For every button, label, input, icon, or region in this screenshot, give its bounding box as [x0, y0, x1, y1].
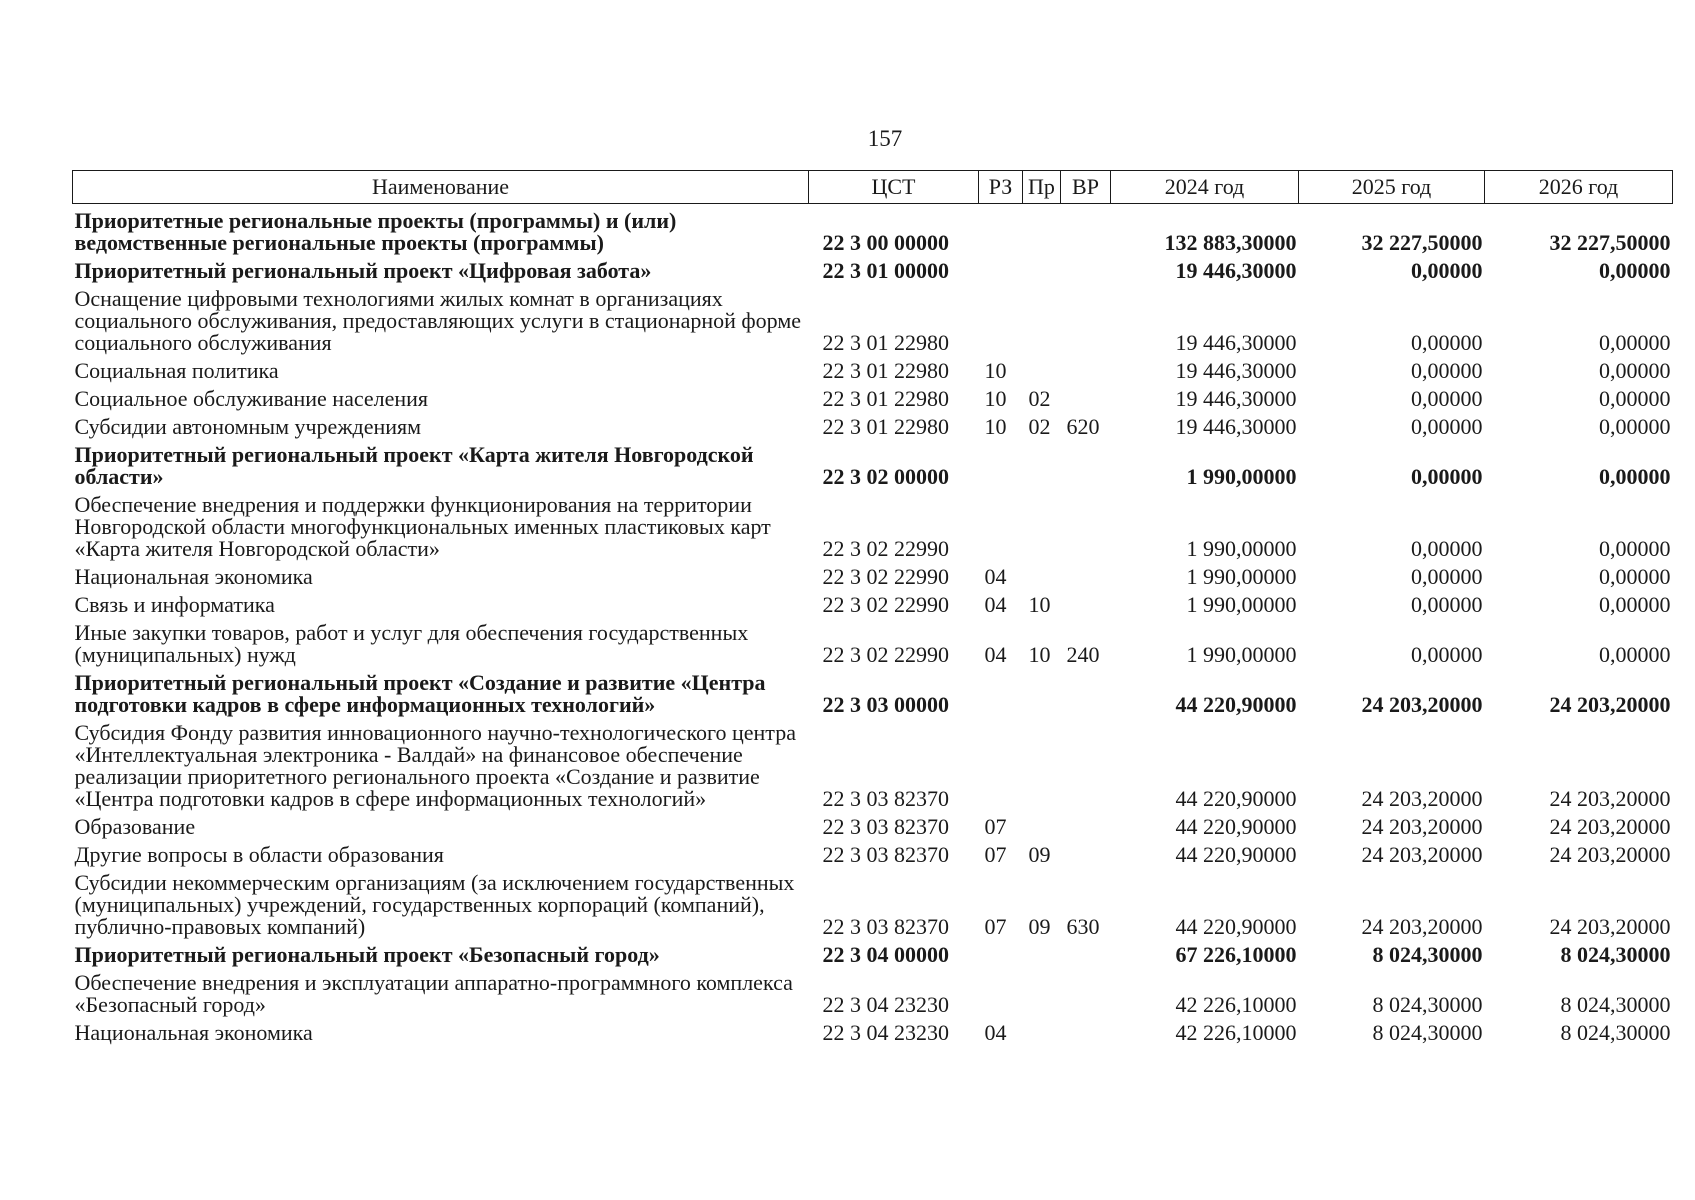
row-amount-2025: 0,00000 — [1411, 536, 1483, 561]
row-amount-2026: 0,00000 — [1599, 464, 1671, 489]
header-year-2025: 2025 год — [1299, 171, 1485, 204]
row-rz: 04 — [984, 642, 1007, 667]
row-vr: 240 — [1066, 642, 1100, 667]
row-pr — [1023, 938, 1061, 966]
row-amount-2024: 1 990,00000 — [1186, 642, 1297, 667]
table-row — [73, 1016, 1673, 1044]
row-amount-2025: 24 203,20000 — [1361, 842, 1483, 867]
row-pr — [1023, 204, 1061, 255]
row-name: Другие вопросы в области образования — [74, 842, 444, 867]
row-cst: 22 3 04 23230 — [822, 992, 949, 1017]
row-name: Образование — [74, 814, 196, 839]
row-cst: 22 3 01 22980 — [822, 414, 949, 439]
table-row — [73, 616, 1673, 666]
row-cst: 22 3 03 00000 — [822, 692, 949, 717]
row-amount-2026: 0,00000 — [1599, 358, 1671, 383]
table-row — [73, 588, 1673, 616]
row-vr — [1061, 966, 1111, 1016]
row-rz — [979, 938, 1023, 966]
row-rz: 07 — [984, 914, 1007, 939]
row-pr — [1023, 810, 1061, 838]
row-amount-2026: 24 203,20000 — [1549, 842, 1671, 867]
row-vr: 620 — [1066, 414, 1100, 439]
row-rz: 10 — [984, 414, 1007, 439]
row-name: Обеспечение внедрения и поддержки функционирования на территории Новгородской области многофункциональных именных пластиковых карт «Карта жителя Новгородской области» — [74, 492, 771, 561]
row-vr: 630 — [1066, 914, 1100, 939]
table-row — [73, 438, 1673, 488]
row-amount-2026: 0,00000 — [1599, 564, 1671, 589]
row-amount-2025: 0,00000 — [1411, 642, 1483, 667]
row-pr: 09 — [1028, 914, 1051, 939]
row-amount-2024: 19 446,30000 — [1175, 414, 1297, 439]
row-name: Социальное обслуживание населения — [74, 386, 429, 411]
row-amount-2025: 24 203,20000 — [1361, 786, 1483, 811]
row-rz — [979, 204, 1023, 255]
row-amount-2026: 24 203,20000 — [1549, 814, 1671, 839]
row-amount-2026: 0,00000 — [1599, 330, 1671, 355]
table-header — [73, 171, 1673, 204]
row-cst: 22 3 01 22980 — [822, 358, 949, 383]
table-row — [73, 666, 1673, 716]
row-amount-2026: 24 203,20000 — [1549, 914, 1671, 939]
row-vr — [1061, 282, 1111, 354]
row-vr — [1061, 716, 1111, 810]
header-rz: РЗ — [979, 171, 1023, 204]
row-amount-2024: 42 226,10000 — [1175, 1020, 1297, 1045]
table-row — [73, 354, 1673, 382]
row-pr — [1023, 1016, 1061, 1044]
row-amount-2024: 1 990,00000 — [1186, 592, 1297, 617]
row-vr — [1061, 666, 1111, 716]
budget-table — [72, 170, 1673, 1044]
row-pr: 02 — [1028, 386, 1051, 411]
row-rz: 07 — [984, 814, 1007, 839]
table-row — [73, 488, 1673, 560]
table-row — [73, 938, 1673, 966]
row-vr — [1061, 488, 1111, 560]
row-amount-2024: 19 446,30000 — [1175, 258, 1297, 283]
row-rz — [979, 254, 1023, 282]
row-amount-2026: 8 024,30000 — [1560, 1020, 1671, 1045]
table-body — [73, 204, 1673, 1045]
row-cst: 22 3 01 00000 — [822, 258, 949, 283]
row-pr: 10 — [1028, 592, 1051, 617]
header-name: Наименование — [73, 171, 809, 204]
row-amount-2024: 1 990,00000 — [1186, 464, 1297, 489]
row-name: Обеспечение внедрения и эксплуатации аппаратно-программного комплекса «Безопасный город» — [74, 970, 793, 1017]
table-row — [73, 254, 1673, 282]
header-vr: ВР — [1061, 171, 1111, 204]
row-amount-2026: 24 203,20000 — [1549, 692, 1671, 717]
row-amount-2026: 0,00000 — [1599, 386, 1671, 411]
row-rz: 04 — [984, 564, 1007, 589]
row-vr — [1061, 354, 1111, 382]
row-amount-2024: 19 446,30000 — [1175, 330, 1297, 355]
table-row — [73, 282, 1673, 354]
row-name: Приоритетный региональный проект «Карта жителя Новгородской области» — [74, 442, 754, 489]
row-amount-2024: 132 883,30000 — [1164, 230, 1297, 255]
row-amount-2025: 0,00000 — [1411, 258, 1483, 283]
header-year-2024: 2024 год — [1111, 171, 1299, 204]
row-amount-2025: 0,00000 — [1411, 358, 1483, 383]
row-name: Социальная политика — [74, 358, 279, 383]
row-pr: 02 — [1028, 414, 1051, 439]
row-rz — [979, 488, 1023, 560]
row-amount-2025: 24 203,20000 — [1361, 814, 1483, 839]
row-amount-2025: 0,00000 — [1411, 330, 1483, 355]
table-row — [73, 382, 1673, 410]
row-name: Субсидии некоммерческим организациям (за исключением государственных (муниципальных) учреждений, государственных корпораций (компаний), публично-правовых компаний) — [74, 870, 795, 939]
row-cst: 22 3 00 00000 — [822, 230, 949, 255]
row-name: Субсидии автономным учреждениям — [74, 414, 422, 439]
row-rz — [979, 282, 1023, 354]
table-row — [73, 560, 1673, 588]
row-amount-2025: 0,00000 — [1411, 386, 1483, 411]
page-number: 157 — [867, 126, 903, 151]
row-amount-2025: 0,00000 — [1411, 564, 1483, 589]
row-name: Приоритетный региональный проект «Безопасный город» — [74, 942, 660, 967]
row-cst: 22 3 01 22980 — [822, 330, 949, 355]
row-amount-2025: 8 024,30000 — [1372, 992, 1483, 1017]
row-cst: 22 3 03 82370 — [822, 814, 949, 839]
row-name: Иные закупки товаров, работ и услуг для обеспечения государственных (муниципальных) нужд — [74, 620, 749, 667]
row-name: Приоритетный региональный проект «Цифровая забота» — [74, 258, 652, 283]
row-amount-2024: 44 220,90000 — [1175, 786, 1297, 811]
row-amount-2025: 32 227,50000 — [1361, 230, 1483, 255]
row-vr — [1061, 838, 1111, 866]
row-amount-2024: 67 226,10000 — [1175, 942, 1297, 967]
row-name: Национальная экономика — [74, 1020, 313, 1045]
row-rz — [979, 716, 1023, 810]
row-amount-2025: 0,00000 — [1411, 414, 1483, 439]
row-vr — [1061, 204, 1111, 255]
row-name: Приоритетные региональные проекты (программы) и (или) ведомственные региональные проекты (программы) — [74, 208, 677, 255]
row-amount-2025: 0,00000 — [1411, 464, 1483, 489]
row-vr — [1061, 382, 1111, 410]
row-vr — [1061, 810, 1111, 838]
row-amount-2026: 0,00000 — [1599, 536, 1671, 561]
table-row — [73, 966, 1673, 1016]
row-pr — [1023, 966, 1061, 1016]
row-cst: 22 3 03 82370 — [822, 914, 949, 939]
row-amount-2026: 8 024,30000 — [1560, 942, 1671, 967]
row-amount-2024: 44 220,90000 — [1175, 914, 1297, 939]
row-rz — [979, 666, 1023, 716]
row-pr — [1023, 488, 1061, 560]
row-rz: 07 — [984, 842, 1007, 867]
row-amount-2024: 1 990,00000 — [1186, 564, 1297, 589]
table-row — [73, 838, 1673, 866]
row-amount-2024: 1 990,00000 — [1186, 536, 1297, 561]
row-amount-2025: 0,00000 — [1411, 592, 1483, 617]
row-vr — [1061, 560, 1111, 588]
row-amount-2024: 19 446,30000 — [1175, 358, 1297, 383]
row-pr — [1023, 560, 1061, 588]
row-pr — [1023, 254, 1061, 282]
row-amount-2024: 44 220,90000 — [1175, 814, 1297, 839]
row-vr — [1061, 438, 1111, 488]
row-amount-2024: 44 220,90000 — [1175, 692, 1297, 717]
row-pr — [1023, 716, 1061, 810]
row-rz — [979, 966, 1023, 1016]
row-vr — [1061, 254, 1111, 282]
row-pr — [1023, 282, 1061, 354]
header-cst: ЦСТ — [809, 171, 979, 204]
row-amount-2026: 0,00000 — [1599, 414, 1671, 439]
row-vr — [1061, 938, 1111, 966]
row-rz: 10 — [984, 358, 1007, 383]
row-amount-2026: 0,00000 — [1599, 592, 1671, 617]
row-amount-2026: 24 203,20000 — [1549, 786, 1671, 811]
row-name: Субсидия Фонду развития инновационного научно-технологического центра «Интеллектуальная электроника - Валдай» на финансовое обеспечение реализации приоритетного регионального проекта «Создание и развитие «Центра подготовки кадров в сфере информационных технологий» — [74, 720, 796, 811]
row-cst: 22 3 04 23230 — [822, 1020, 949, 1045]
row-rz: 04 — [984, 1020, 1007, 1045]
row-amount-2024: 42 226,10000 — [1175, 992, 1297, 1017]
row-pr: 10 — [1028, 642, 1051, 667]
table-row — [73, 204, 1673, 255]
table-row — [73, 866, 1673, 938]
row-name: Связь и информатика — [74, 592, 275, 617]
header-year-2026: 2026 год — [1485, 171, 1673, 204]
row-cst: 22 3 02 00000 — [822, 464, 949, 489]
row-pr — [1023, 666, 1061, 716]
row-amount-2026: 8 024,30000 — [1560, 992, 1671, 1017]
row-amount-2025: 24 203,20000 — [1361, 914, 1483, 939]
row-vr — [1061, 1016, 1111, 1044]
row-name: Приоритетный региональный проект «Создание и развитие «Центра подготовки кадров в сфере информационных технологий» — [74, 670, 766, 717]
row-amount-2026: 0,00000 — [1599, 258, 1671, 283]
row-amount-2026: 32 227,50000 — [1549, 230, 1671, 255]
row-rz — [979, 438, 1023, 488]
row-cst: 22 3 02 22990 — [822, 564, 949, 589]
row-pr — [1023, 438, 1061, 488]
row-amount-2026: 0,00000 — [1599, 642, 1671, 667]
row-name: Оснащение цифровыми технологиями жилых комнат в организациях социального обслуживания, предоставляющих услуги в стационарной форме социального обслуживания — [74, 286, 802, 355]
row-rz: 10 — [984, 386, 1007, 411]
row-cst: 22 3 02 22990 — [822, 642, 949, 667]
table-row — [73, 716, 1673, 810]
row-amount-2025: 8 024,30000 — [1372, 1020, 1483, 1045]
row-amount-2024: 19 446,30000 — [1175, 386, 1297, 411]
row-cst: 22 3 03 82370 — [822, 842, 949, 867]
row-cst: 22 3 02 22990 — [822, 536, 949, 561]
row-cst: 22 3 03 82370 — [822, 786, 949, 811]
row-vr — [1061, 588, 1111, 616]
row-amount-2025: 8 024,30000 — [1372, 942, 1483, 967]
row-pr — [1023, 354, 1061, 382]
row-cst: 22 3 04 00000 — [822, 942, 949, 967]
table-row — [73, 410, 1673, 438]
table-row — [73, 810, 1673, 838]
row-rz: 04 — [984, 592, 1007, 617]
row-amount-2025: 24 203,20000 — [1361, 692, 1483, 717]
row-cst: 22 3 01 22980 — [822, 386, 949, 411]
row-amount-2024: 44 220,90000 — [1175, 842, 1297, 867]
row-cst: 22 3 02 22990 — [822, 592, 949, 617]
header-row — [73, 171, 1673, 204]
row-pr: 09 — [1028, 842, 1051, 867]
row-name: Национальная экономика — [74, 564, 313, 589]
header-pr: Пр — [1023, 171, 1061, 204]
